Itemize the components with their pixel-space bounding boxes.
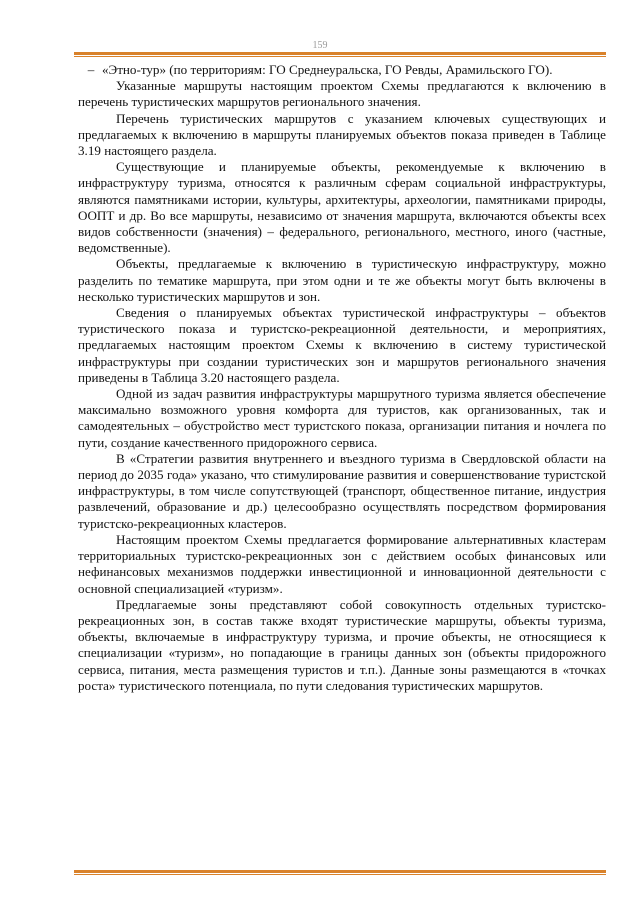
bullet-marker: – xyxy=(87,62,95,77)
paragraph: В «Стратегии развития внутреннего и въездного туризма в Свердловской области на период до 2035 года» указано, что стимулирование развития и совершенствование туристской инфраструктуры, в том числе сопутствующей (транспорт, общественное питание, индустрия развлечений, образование и др.) целесообразно осуществлять посредством формирования туристско-рекреационных кластеров. xyxy=(78,450,606,531)
paragraph: Сведения о планируемых объектах туристической инфраструктуры – объектов туристического показа и туристско-рекреационной деятельности, и мероприятиях, предлагаемых настоящим проектом Схемы к включению в систему туристической инфраструктуры при создании туристических зон и маршрутов регионального значения приведены в Таблица 3.20 настоящего раздела. xyxy=(78,305,606,385)
document-body xyxy=(78,62,606,694)
bullet-text: «Этно-тур» (по территориям: ГО Среднеуральска, ГО Ревды, Арамильского ГО). xyxy=(102,62,553,77)
paragraph: Перечень туристических маршрутов с указанием ключевых существующих и предлагаемых к включению в маршруты планируемых объектов показа приведен в Таблице 3.19 настоящего раздела. xyxy=(78,110,606,159)
paragraph: Настоящим проектом Схемы предлагается формирование альтернативных кластерам территориальных туристско-рекреационных зон с действием особых финансовых или нефинансовых механизмов поддержки инвестиционной и инновационной деятельности с основной специализацией «туризм». xyxy=(78,531,606,596)
paragraph: Одной из задач развития инфраструктуры маршрутного туризма является обеспечение максимально возможного уровня комфорта для туристов, как организованных, так и самодеятельных – обустройство мест туристского показа, организации питания и ночлега по пути, создание качественного придорожного сервиса. xyxy=(78,386,606,450)
paragraph: Предлагаемые зоны представляют собой совокупность отдельных туристско-рекреационных зон, в состав также входят туристические маршруты, объекты туризма, объекты, включаемые в инфраструктуру туризма, и прочие объекты, не относящиеся к специализации «туризм», но попадающие в границы данных зон (объекты придорожного сервиса, питания, места размещения туристов и т.п.). Данные зоны размещаются в «точках роста» туристического потенциала, по пути следования туристических маршрутов. xyxy=(78,596,606,693)
paragraph: Указанные маршруты настоящим проектом Схемы предлагаются к включению в перечень туристических маршрутов регионального значения. xyxy=(78,78,606,110)
paragraph: Объекты, предлагаемые к включению в туристическую инфраструктуру, можно разделить по тематике маршрута, при этом одни и те же объекты могут быть включены в несколько туристических маршрутов и зон. xyxy=(78,256,606,304)
paragraph: Существующие и планируемые объекты, рекомендуемые к включению в инфраструктуру туризма, относятся к различным сферам социальной инфраструктуры, являются памятниками истории, культуры, архитектуры, археологии, памятниками природы, ООПТ и др. Во все маршруты, независимо от значения маршрута, включаются объекты всех видов собственности (значения) – федерального, регионального, местного, иного (частные, ведомственные). xyxy=(78,159,606,256)
page-number: 159 xyxy=(312,40,328,51)
header-rule xyxy=(74,52,606,57)
bullet-item xyxy=(78,62,606,78)
footer-rule xyxy=(74,870,606,875)
